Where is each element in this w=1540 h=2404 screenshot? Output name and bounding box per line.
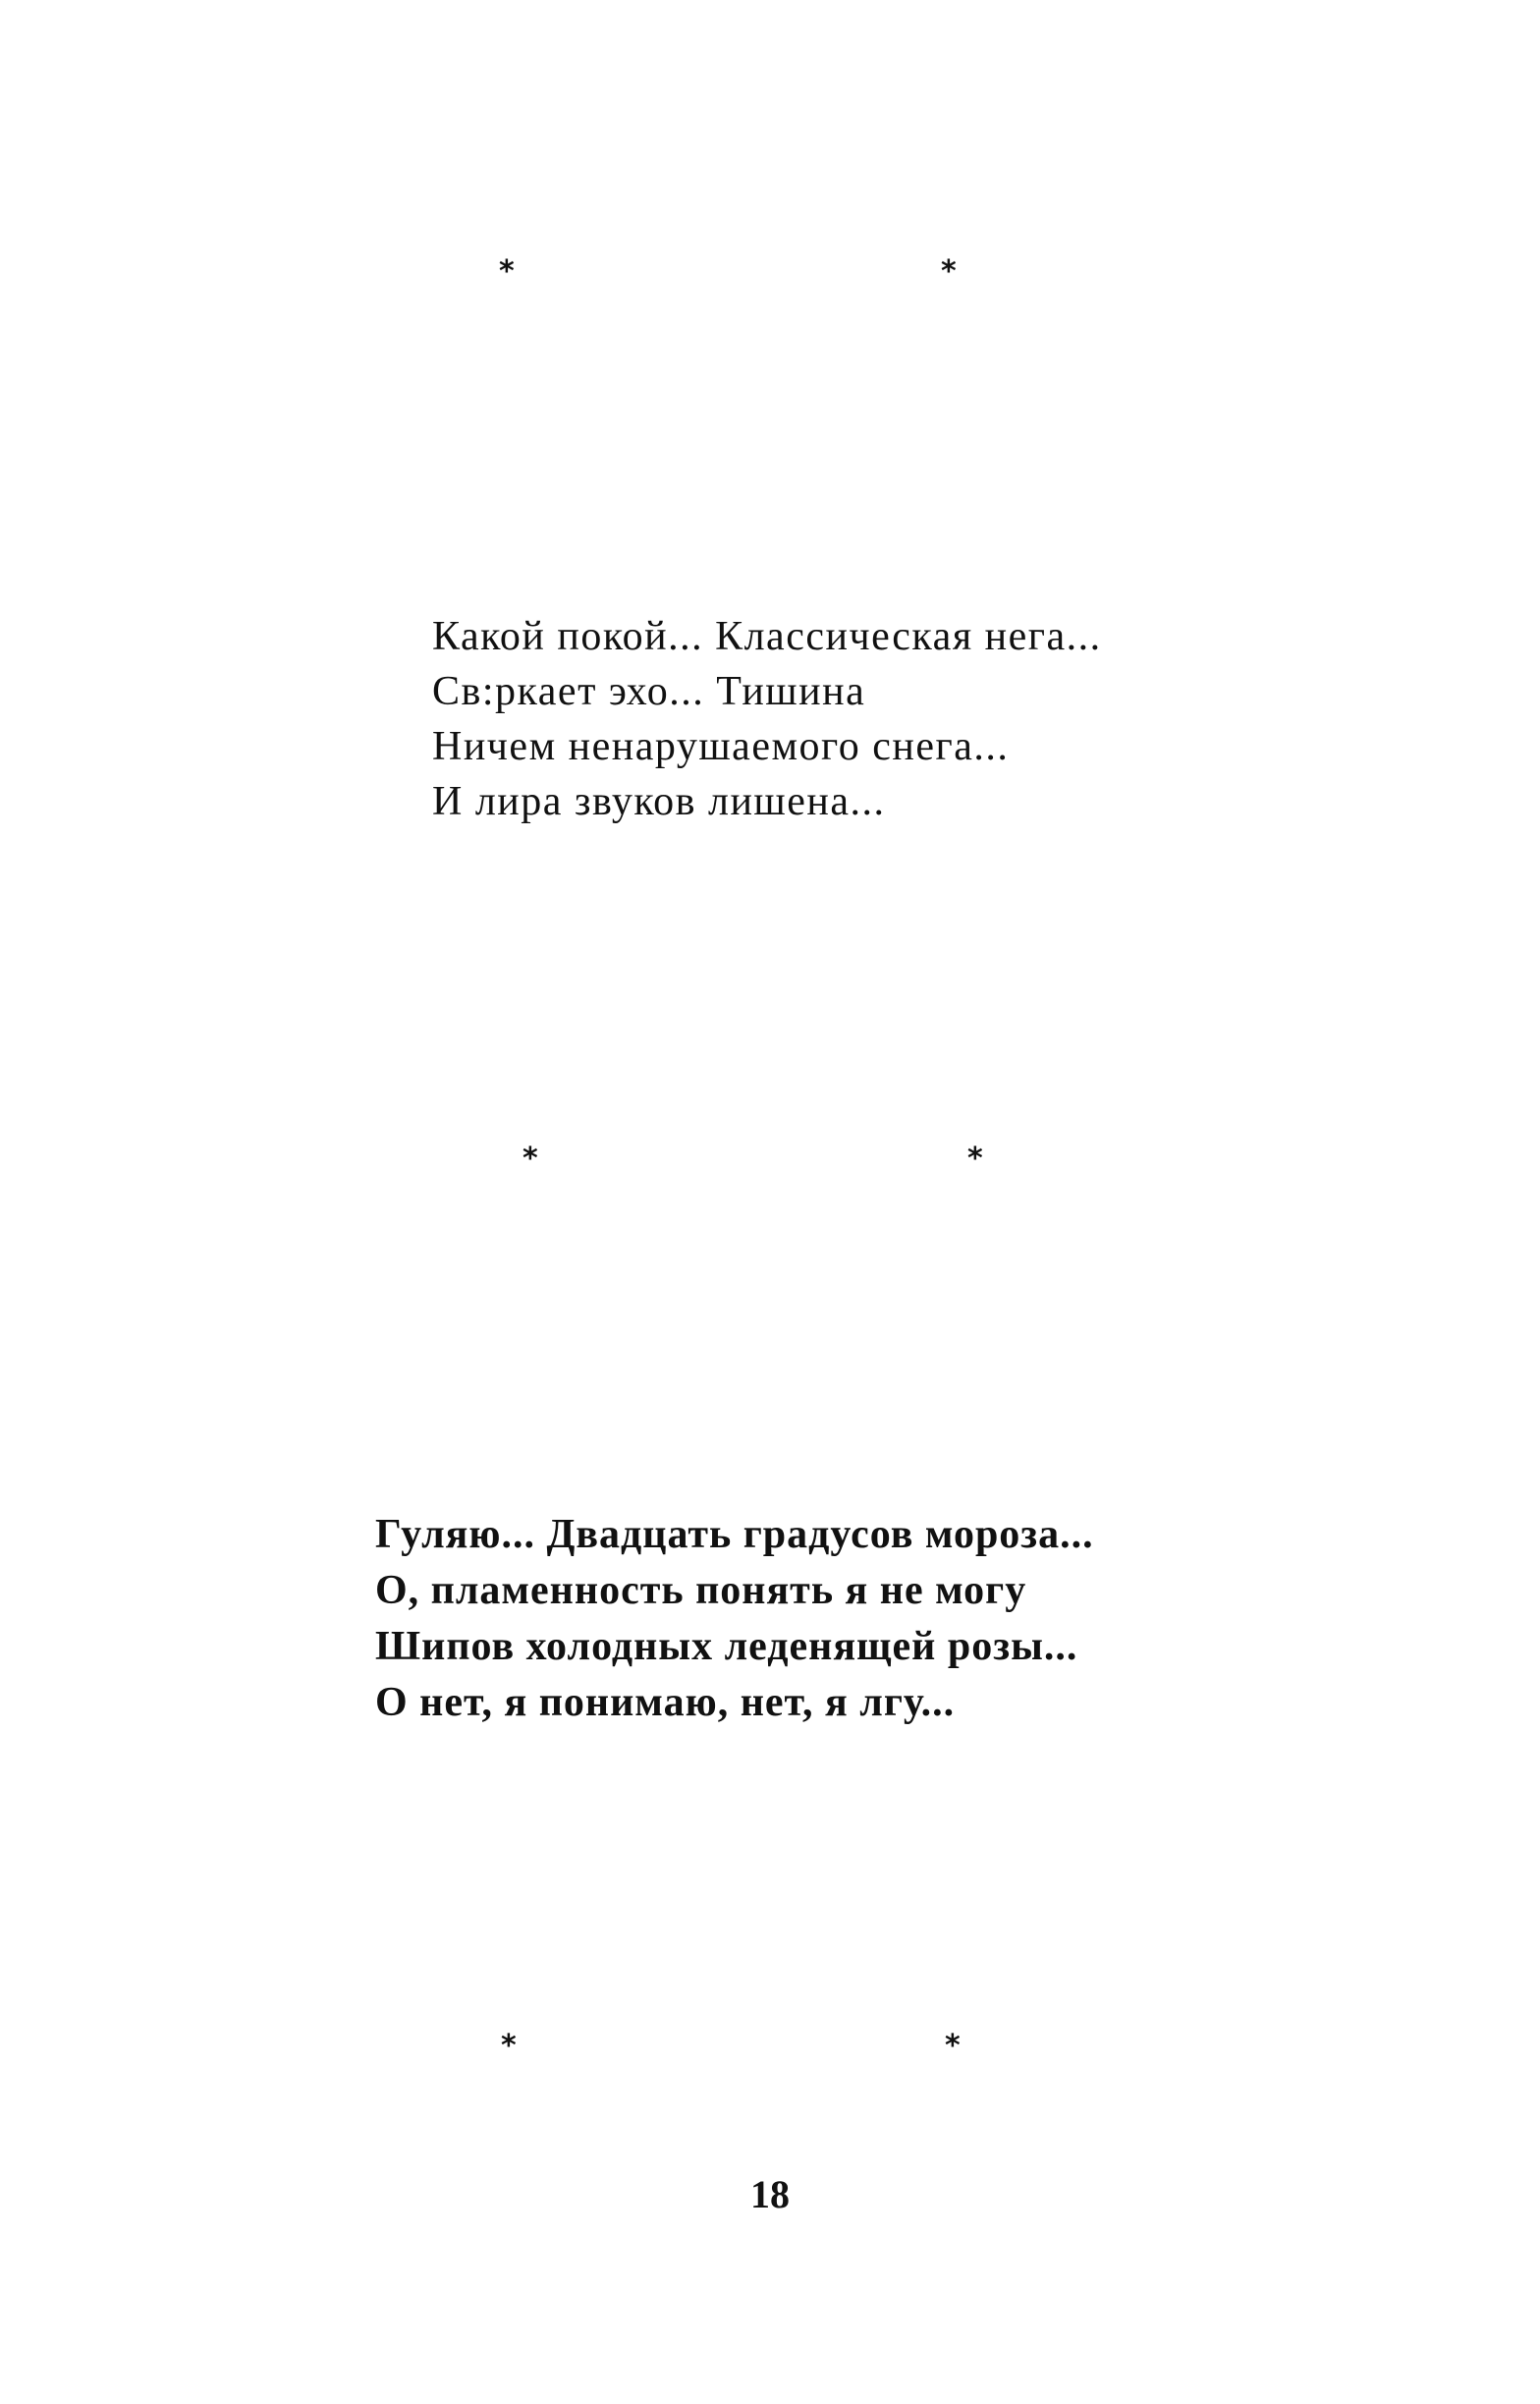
separator-star-right: * xyxy=(967,1142,983,1176)
stanza-line: Св:ркает эхо... Тишина xyxy=(432,669,866,714)
stanza-line: О нет, я понимаю, нет, я лгу... xyxy=(375,1680,956,1725)
stanza-2 xyxy=(375,1507,1094,1731)
separator-star-right: * xyxy=(945,2029,961,2063)
stanza-line: Гуляю... Двадцать градусов мороза... xyxy=(375,1512,1094,1557)
stanza-line: Ничем ненарушаемого снега... xyxy=(432,724,1010,769)
stanza-line: Шипов холодных леденящей розы... xyxy=(375,1624,1078,1669)
separator-star-left: * xyxy=(501,2029,517,2063)
separator-star-left: * xyxy=(499,254,515,289)
stanza-1 xyxy=(432,609,1102,829)
page-number: 18 xyxy=(750,2172,790,2216)
stanza-line: О, пламенность понять я не могу xyxy=(375,1568,1027,1613)
separator-star-left: * xyxy=(522,1142,538,1176)
stanza-line: И лира звуков лишена... xyxy=(432,779,886,824)
separator-star-right: * xyxy=(941,254,957,289)
stanza-line: Какой покой... Классическая нега... xyxy=(432,614,1102,659)
